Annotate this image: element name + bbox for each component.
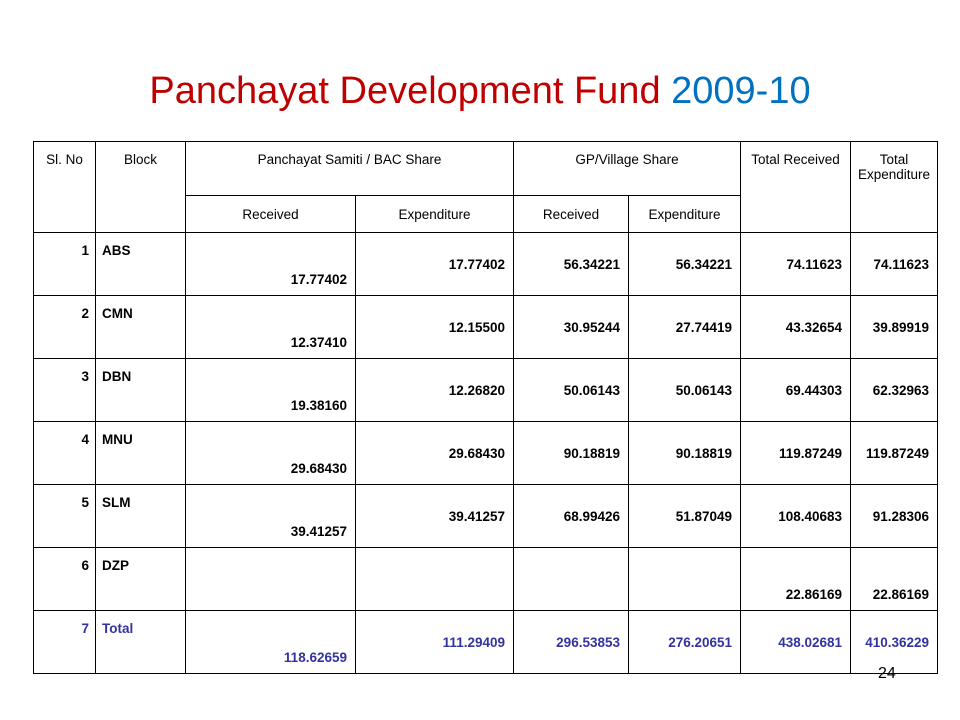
- cell-samiti-received: 29.68430: [186, 422, 356, 485]
- cell-sl: 7: [34, 611, 96, 674]
- header-gp-received: Received: [514, 196, 629, 233]
- cell-samiti-received: 118.62659: [186, 611, 356, 674]
- cell-total-received: 119.87249: [741, 422, 851, 485]
- cell-samiti-expenditure: 12.26820: [356, 359, 514, 422]
- cell-samiti-expenditure: 39.41257: [356, 485, 514, 548]
- page-number: 24: [878, 665, 896, 682]
- title-main: Panchayat Development Fund: [149, 70, 661, 112]
- cell-sl: 6: [34, 548, 96, 611]
- cell-total-expenditure: 74.11623: [851, 233, 938, 296]
- header-block: Block: [96, 142, 186, 233]
- cell-sl: 1: [34, 233, 96, 296]
- cell-samiti-expenditure: 17.77402: [356, 233, 514, 296]
- cell-total-received: 69.44303: [741, 359, 851, 422]
- cell-gp-received: 56.34221: [514, 233, 629, 296]
- cell-samiti-expenditure: 111.29409: [356, 611, 514, 674]
- cell-block: ABS: [96, 233, 186, 296]
- cell-samiti-expenditure: [356, 548, 514, 611]
- header-samiti-share: Panchayat Samiti / BAC Share: [186, 142, 514, 196]
- header-total-expenditure: Total Expenditure: [851, 142, 938, 233]
- table-row-total: [34, 611, 938, 674]
- header-gp-expenditure: Expenditure: [629, 196, 741, 233]
- cell-gp-expenditure: [629, 548, 741, 611]
- cell-gp-expenditure: 50.06143: [629, 359, 741, 422]
- cell-gp-received: 68.99426: [514, 485, 629, 548]
- cell-total-expenditure: 91.28306: [851, 485, 938, 548]
- header-row-1: [34, 142, 938, 196]
- cell-samiti-received: 19.38160: [186, 359, 356, 422]
- cell-block: MNU: [96, 422, 186, 485]
- table-row: [34, 422, 938, 485]
- cell-total-expenditure: 410.36229: [851, 611, 938, 674]
- cell-gp-expenditure: 56.34221: [629, 233, 741, 296]
- cell-samiti-expenditure: 29.68430: [356, 422, 514, 485]
- cell-total-expenditure: 119.87249: [851, 422, 938, 485]
- cell-total-received: 22.86169: [741, 548, 851, 611]
- cell-total-received: 438.02681: [741, 611, 851, 674]
- cell-samiti-received: 12.37410: [186, 296, 356, 359]
- cell-gp-received: 296.53853: [514, 611, 629, 674]
- header-gp-share: GP/Village Share: [514, 142, 741, 196]
- cell-block: DZP: [96, 548, 186, 611]
- table-row: [34, 359, 938, 422]
- header-samiti-received: Received: [186, 196, 356, 233]
- header-samiti-expenditure: Expenditure: [356, 196, 514, 233]
- cell-total-received: 74.11623: [741, 233, 851, 296]
- cell-gp-expenditure: 90.18819: [629, 422, 741, 485]
- cell-gp-received: 90.18819: [514, 422, 629, 485]
- cell-block: SLM: [96, 485, 186, 548]
- table-row: [34, 485, 938, 548]
- cell-samiti-received: 17.77402: [186, 233, 356, 296]
- cell-gp-received: 30.95244: [514, 296, 629, 359]
- cell-block: Total: [96, 611, 186, 674]
- table-row: [34, 548, 938, 611]
- cell-sl: 4: [34, 422, 96, 485]
- header-sl-no: Sl. No: [34, 142, 96, 233]
- cell-samiti-received: [186, 548, 356, 611]
- cell-gp-expenditure: 27.74419: [629, 296, 741, 359]
- cell-samiti-expenditure: 12.15500: [356, 296, 514, 359]
- cell-total-received: 108.40683: [741, 485, 851, 548]
- cell-block: CMN: [96, 296, 186, 359]
- cell-sl: 5: [34, 485, 96, 548]
- cell-block: DBN: [96, 359, 186, 422]
- cell-samiti-received: 39.41257: [186, 485, 356, 548]
- table-row: [34, 296, 938, 359]
- cell-sl: 2: [34, 296, 96, 359]
- page-title: [0, 68, 960, 114]
- cell-total-expenditure: 62.32963: [851, 359, 938, 422]
- cell-total-expenditure: 39.89919: [851, 296, 938, 359]
- table-row: [34, 233, 938, 296]
- cell-gp-received: [514, 548, 629, 611]
- header-total-received: Total Received: [741, 142, 851, 233]
- cell-total-expenditure: 22.86169: [851, 548, 938, 611]
- cell-gp-expenditure: 276.20651: [629, 611, 741, 674]
- cell-gp-expenditure: 51.87049: [629, 485, 741, 548]
- cell-total-received: 43.32654: [741, 296, 851, 359]
- cell-gp-received: 50.06143: [514, 359, 629, 422]
- cell-sl: 3: [34, 359, 96, 422]
- title-year: 2009-10: [671, 70, 811, 112]
- fund-table: [33, 141, 938, 674]
